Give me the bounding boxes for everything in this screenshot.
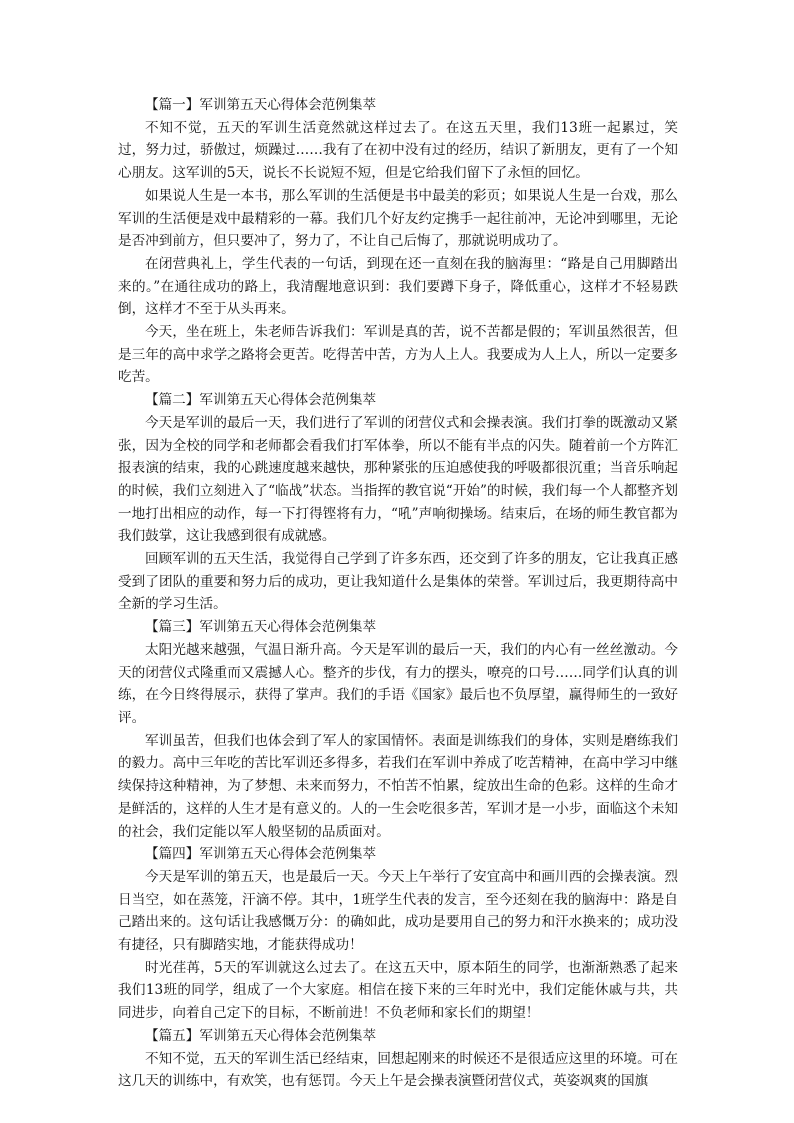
paragraph: 今天，坐在班上，朱老师告诉我们：军训是真的苦，说不苦都是假的；军训虽然很苦，但是三年的高中求学之路将会更苦。吃得苦中苦，方为人上人。我要成为人上人，所以一定要多吃苦。 <box>118 324 678 386</box>
section-3 <box>118 616 678 843</box>
section-2 <box>118 389 678 616</box>
paragraph: 时光荏苒，5天的军训就这么过去了。在这五天中，原本陌生的同学，也渐渐熟悉了起来 我们13班的同学，组成了一个大家庭。相信在接下来的三年时光中，我们定能休戚与共，共同进步，向着自己定下的目标，不断前进！不负老师和家长们的期望！ <box>118 959 678 1022</box>
paragraph: 今天是军训的最后一天，我们进行了军训的闭营仪式和会操表演。我们打拳的既激动又紧张，因为全校的同学和老师都会看我们打军体拳，所以不能有半点的闪失。随着前一个方阵汇报表演的结束，我的心跳速度越来越快，那种紧张的压迫感使我的呼吸都很沉重；当音乐响起的时候，我们立刻进入了“临战”状态。当指挥的教官说“开始”的时候，我们每一个人都整齐划一地打出相应的动作，每一下打得铿将有力，“吼”声响彻操场。结束后，在场的师生教官都为我们鼓掌，这让我感到很有成就感。 <box>118 414 678 545</box>
section-5 <box>118 1025 678 1093</box>
section-4 <box>118 843 678 1025</box>
paragraph: 回顾军训的五天生活，我觉得自己学到了许多东西，还交到了许多的朋友，它让我真正感受到了团队的重要和努力后的成功，更让我知道什么是集体的荣誉。军训过后，我更期待高中全新的学习生活。 <box>118 551 678 613</box>
document-body <box>118 94 678 1093</box>
section-heading: 【篇二】军训第五天心得体会范例集萃 <box>145 392 377 409</box>
paragraph: 在闭营典礼上，学生代表的一句话，到现在还一直刻在我的脑海里：“路是自己用脚踏出来的。”在通往成功的路上，我清醒地意识到：我们要蹲下身子，降低重心，这样才不轻易跌倒，这样才不至于从头再来。 <box>118 255 678 318</box>
paragraph: 不知不觉，五天的军训生活竟然就这样过去了。在这五天里，我们13班一起累过，笑过，努力过，骄傲过，烦躁过……我有了在初中没有过的经历，结识了新朋友，更有了一个知心朋友。这军训的5天，说长不长说短不短，但是它给我们留下了永恒的回忆。 <box>118 119 678 182</box>
paragraph: 太阳光越来越强，气温日渐升高。今天是军训的最后一天，我们的内心有一丝丝激动。今天的闭营仪式隆重而又震撼人心。整齐的步伐，有力的摆头，嘹亮的口号……同学们认真的训练，在今日终得展示，获得了掌声。我们的手语《国家》最后也不负厚望，赢得师生的一致好评。 <box>118 641 678 726</box>
paragraph: 今天是军训的第五天，也是最后一天。今天上午举行了安宜高中和画川西的会操表演。烈日当空，如在蒸笼，汗滴不停。其中，1班学生代表的发言，至今还刻在我的脑海中：路是自己踏出来的。这句话让我感慨万分：的确如此，成功是要用自己的努力和汗水换来的；成功没有捷径，只有脚踏实地，才能获得成功！ <box>118 868 678 954</box>
section-1 <box>118 94 678 389</box>
section-heading: 【篇三】军训第五天心得体会范例集萃 <box>145 619 377 636</box>
section-heading: 【篇一】军训第五天心得体会范例集萃 <box>145 97 377 113</box>
paragraph: 军训虽苦，但我们也体会到了军人的家国情怀。表面是训练我们的身体，实则是磨练我们的毅力。高中三年吃的苦比军训还多得多，若我们在军训中养成了吃苦精神，在高中学习中继续保持这种精神，为了梦想、未来而努力，不怕苦不怕累，绽放出生命的色彩。这样的生命才是鲜活的，这样的人生才是有意义的。人的一生会吃很多苦，军训才是一小步，面临这个未知的社会，我们定能以军人般坚韧的品质面对。 <box>118 732 678 840</box>
section-heading: 【篇四】军训第五天心得体会范例集萃 <box>145 846 377 863</box>
paragraph: 不知不觉，五天的军训生活已经结束，回想起刚来的时候还不是很适应这里的环境。可在这几天的训练中，有欢笑，也有惩罚。今天上午是会操表演暨闭营仪式，英姿飒爽的国旗 <box>118 1050 678 1090</box>
paragraph: 如果说人生是一本书，那么军训的生活便是书中最美的彩页；如果说人生是一台戏，那么军训的生活便是戏中最精彩的一幕。我们几个好友约定携手一起往前冲，无论冲到哪里，无论是否冲到前方，但只要冲了，努力了，不让自己后悔了，那就说明成功了。 <box>118 187 678 250</box>
section-heading: 【篇五】军训第五天心得体会范例集萃 <box>145 1027 377 1044</box>
